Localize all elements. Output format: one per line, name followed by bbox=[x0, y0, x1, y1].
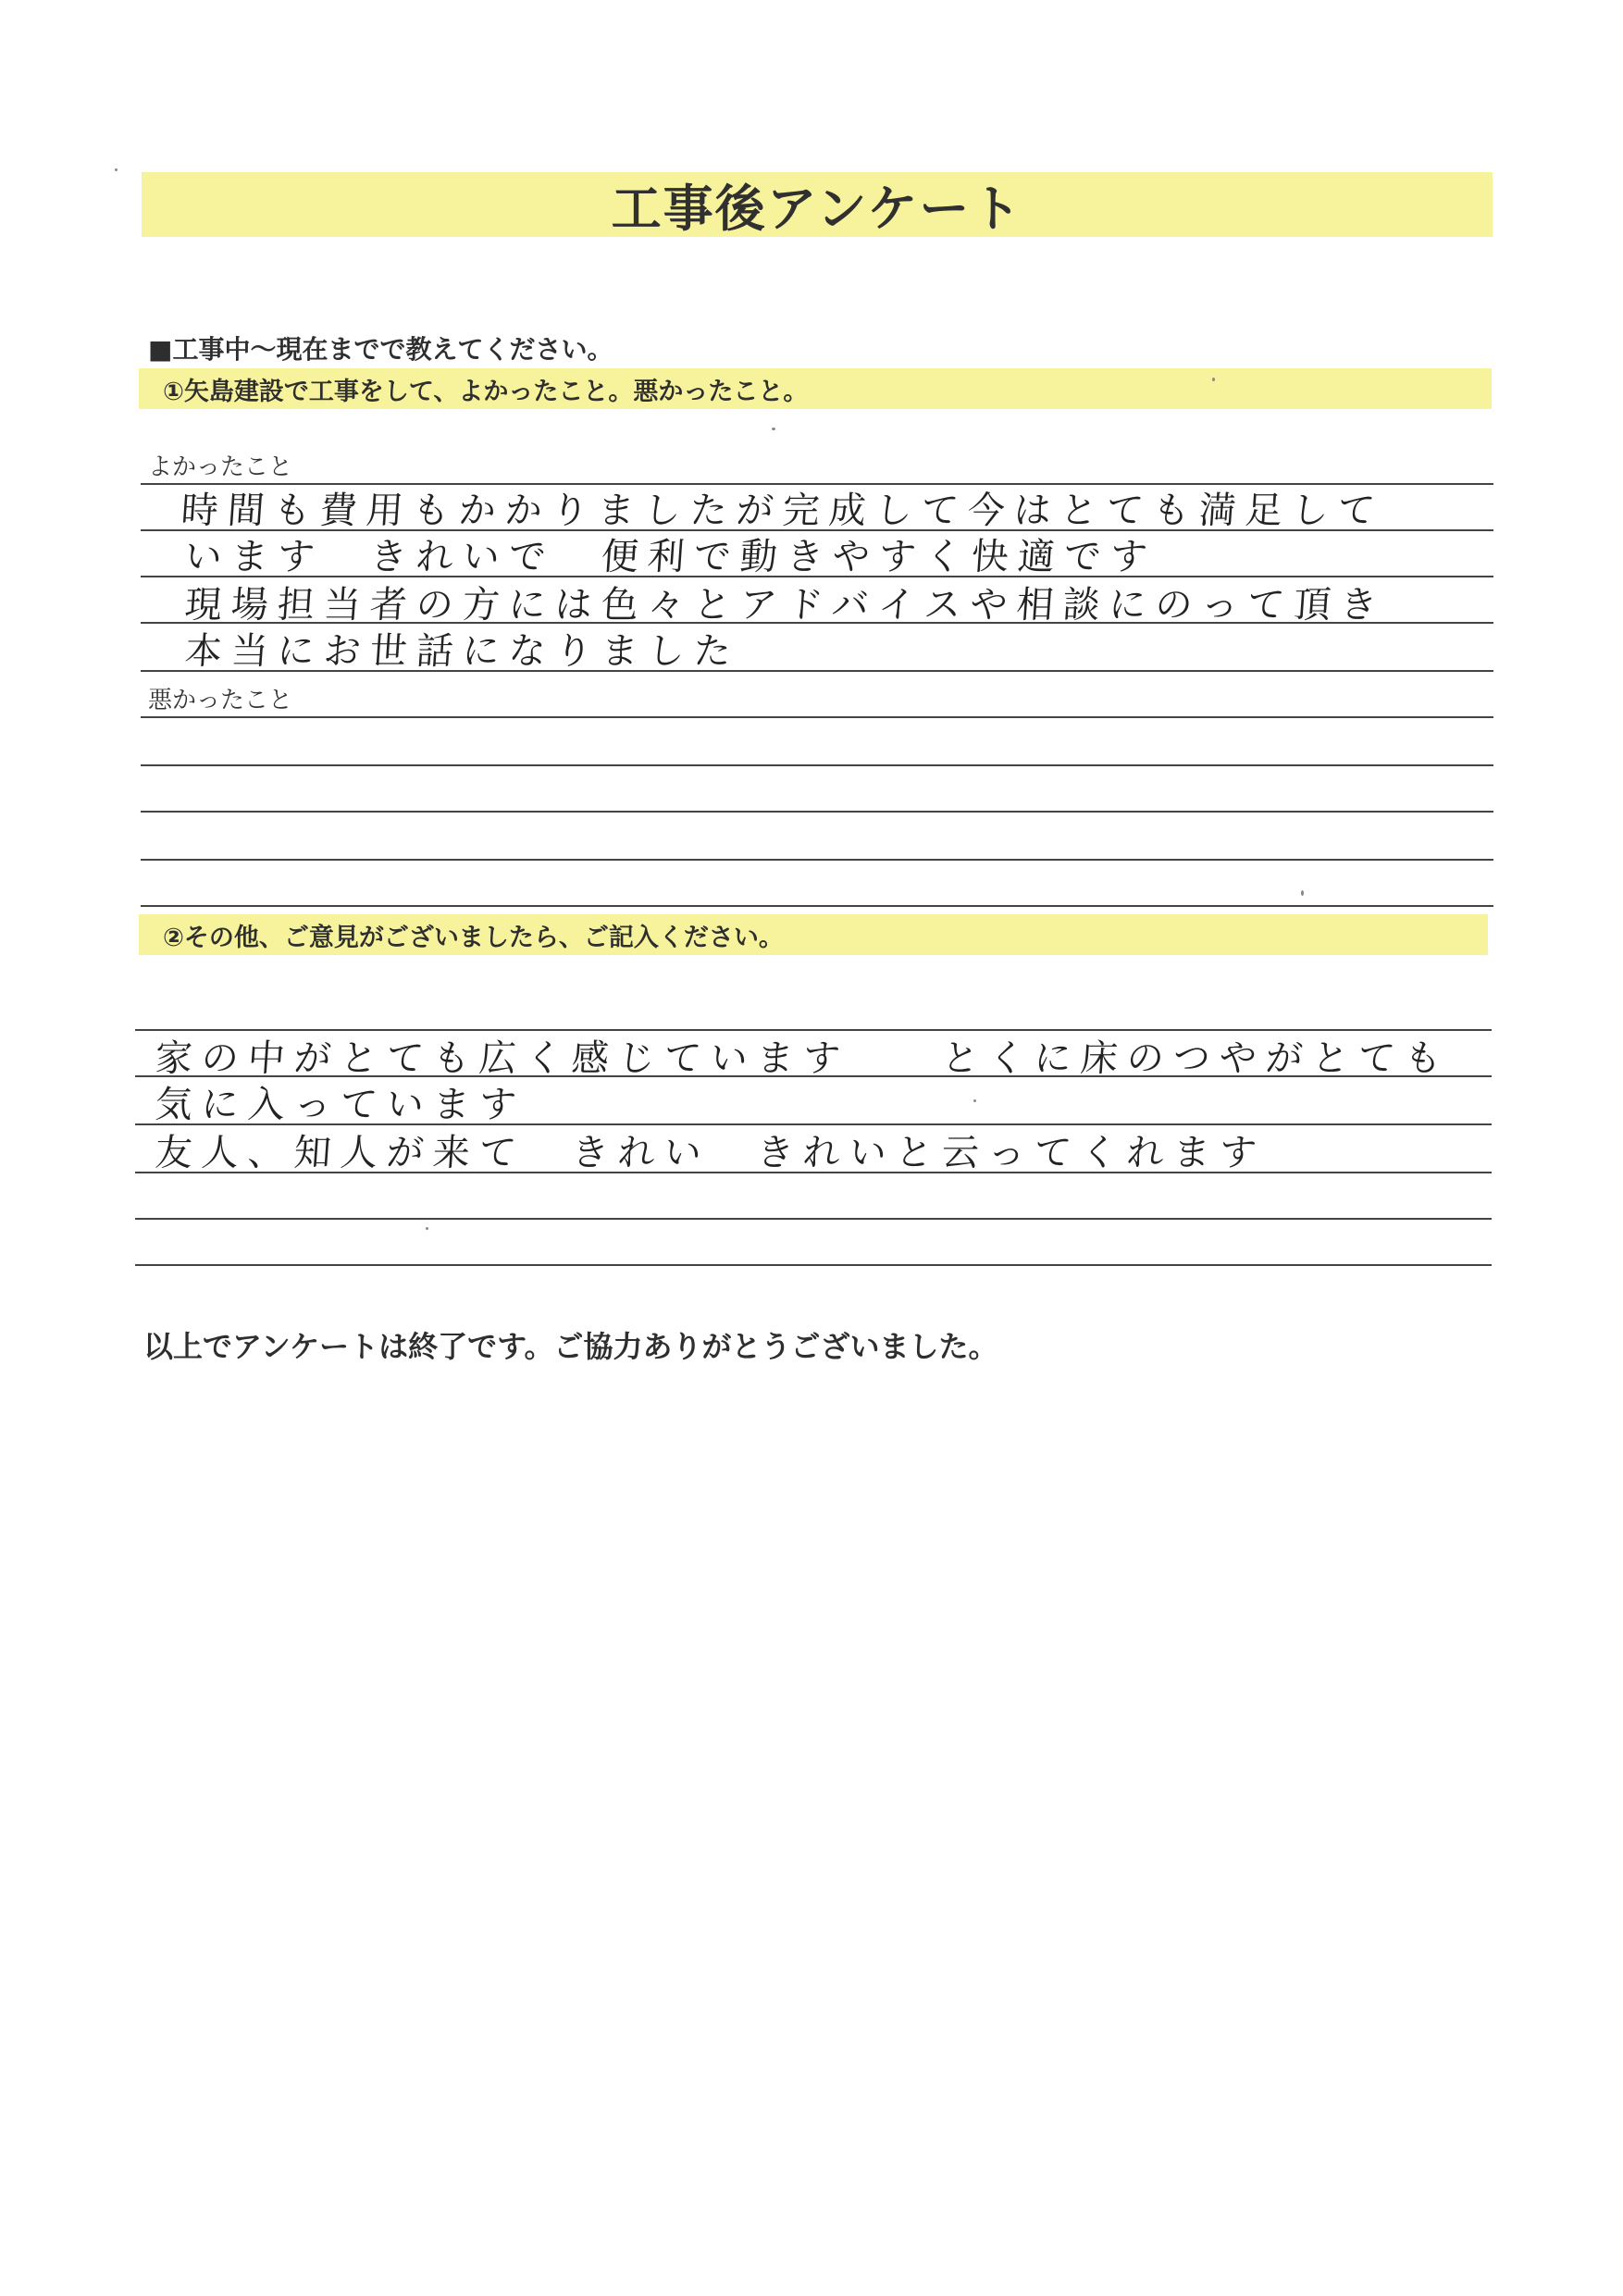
handwritten-answer: 現場担当者の方には色々とアドバイスや相談にのって頂き bbox=[183, 584, 1388, 627]
scan-speck bbox=[1301, 890, 1304, 896]
answer-line bbox=[135, 1264, 1492, 1266]
question-1-banner bbox=[139, 368, 1492, 409]
bad-points-label: 悪かったこと bbox=[148, 687, 293, 714]
scan-speck bbox=[772, 428, 775, 430]
scan-speck bbox=[426, 1227, 428, 1230]
question-2-label: ②その他、ご意見がございましたら、ご記入ください。 bbox=[163, 923, 784, 952]
page-title: 工事後アンケート bbox=[611, 179, 1023, 238]
handwritten-answer: 気に入っています bbox=[154, 1084, 527, 1126]
good-points-label: よかったこと bbox=[148, 453, 293, 481]
question-1-label: ①矢島建設で工事をして、よかったこと。悪かったこと。 bbox=[163, 377, 809, 406]
intro-text: ■工事中～現在までで教えてください。 bbox=[148, 334, 613, 365]
title-banner bbox=[142, 172, 1493, 237]
answer-line bbox=[141, 859, 1493, 861]
handwritten-answer: 家の中がとても広く感じています とくに床のつやがとても bbox=[154, 1037, 1453, 1080]
handwritten-answer: 友人、知人が来て きれい きれいと云ってくれます bbox=[154, 1132, 1268, 1174]
handwritten-answer: 時間も費用もかかりましたが完成して今はとても満足して bbox=[180, 490, 1386, 532]
answer-line bbox=[135, 1218, 1492, 1220]
answer-line bbox=[141, 716, 1493, 718]
closing-message: 以上でアンケートは終了です。ご協力ありがとうございました。 bbox=[143, 1329, 998, 1364]
scan-speck bbox=[115, 168, 118, 171]
scan-speck bbox=[973, 1099, 976, 1102]
answer-line bbox=[141, 905, 1493, 907]
scan-speck bbox=[1212, 378, 1215, 381]
answer-line bbox=[141, 811, 1493, 813]
handwritten-answer: 本当にお世話になりました bbox=[183, 630, 742, 673]
answer-line bbox=[141, 764, 1493, 766]
handwritten-answer: います きれいで 便利で動きやすく快適です bbox=[183, 536, 1158, 578]
question-2-banner bbox=[139, 914, 1488, 955]
